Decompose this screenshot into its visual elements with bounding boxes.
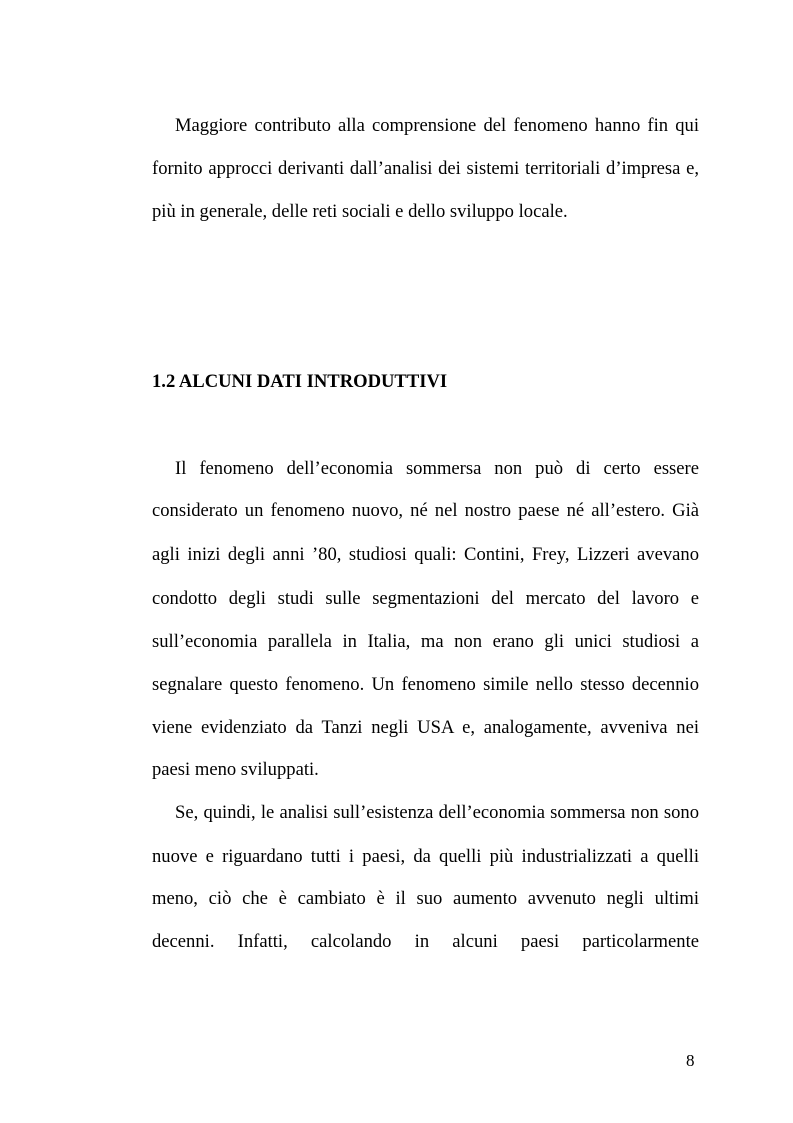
paragraph-1-line-2: fornito approcci derivanti dall’analisi dei sistemi territoriali d’impresa e, <box>152 158 699 179</box>
paragraph-3-line-1: Se, quindi, le analisi sull’esistenza dell’economia sommersa non sono <box>175 802 699 823</box>
paragraph-3-line-2: nuove e riguardano tutti i paesi, da quelli più industrializzati a quelli <box>152 846 699 867</box>
section-heading: 1.2 ALCUNI DATI INTRODUTTIVI <box>152 371 448 392</box>
paragraph-2-line-1: Il fenomeno dell’economia sommersa non può di certo essere <box>175 458 699 479</box>
paragraph-2-line-5: sull’economia parallela in Italia, ma non erano gli unici studiosi a <box>152 631 699 652</box>
paragraph-1-line-1: Maggiore contributo alla comprensione del fenomeno hanno fin qui <box>175 115 699 136</box>
paragraph-2-line-3: agli inizi degli anni ’80, studiosi quali: Contini, Frey, Lizzeri avevano <box>152 544 699 565</box>
paragraph-2-line-8: paesi meno sviluppati. <box>152 759 319 780</box>
page-number: 8 <box>686 1051 695 1070</box>
paragraph-2-line-6: segnalare questo fenomeno. Un fenomeno simile nello stesso decennio <box>152 674 699 695</box>
paragraph-2-line-7: viene evidenziato da Tanzi negli USA e, analogamente, avveniva nei <box>152 717 699 738</box>
paragraph-1-line-3: più in generale, delle reti sociali e dello sviluppo locale. <box>152 201 568 222</box>
paragraph-3-line-4: decenni. Infatti, calcolando in alcuni paesi particolarmente <box>152 931 699 952</box>
paragraph-2-line-4: condotto degli studi sulle segmentazioni del mercato del lavoro e <box>152 588 699 609</box>
paragraph-3-line-3: meno, ciò che è cambiato è il suo aumento avvenuto negli ultimi <box>152 888 699 909</box>
paragraph-2-line-2: considerato un fenomeno nuovo, né nel nostro paese né all’estero. Già <box>152 500 699 521</box>
